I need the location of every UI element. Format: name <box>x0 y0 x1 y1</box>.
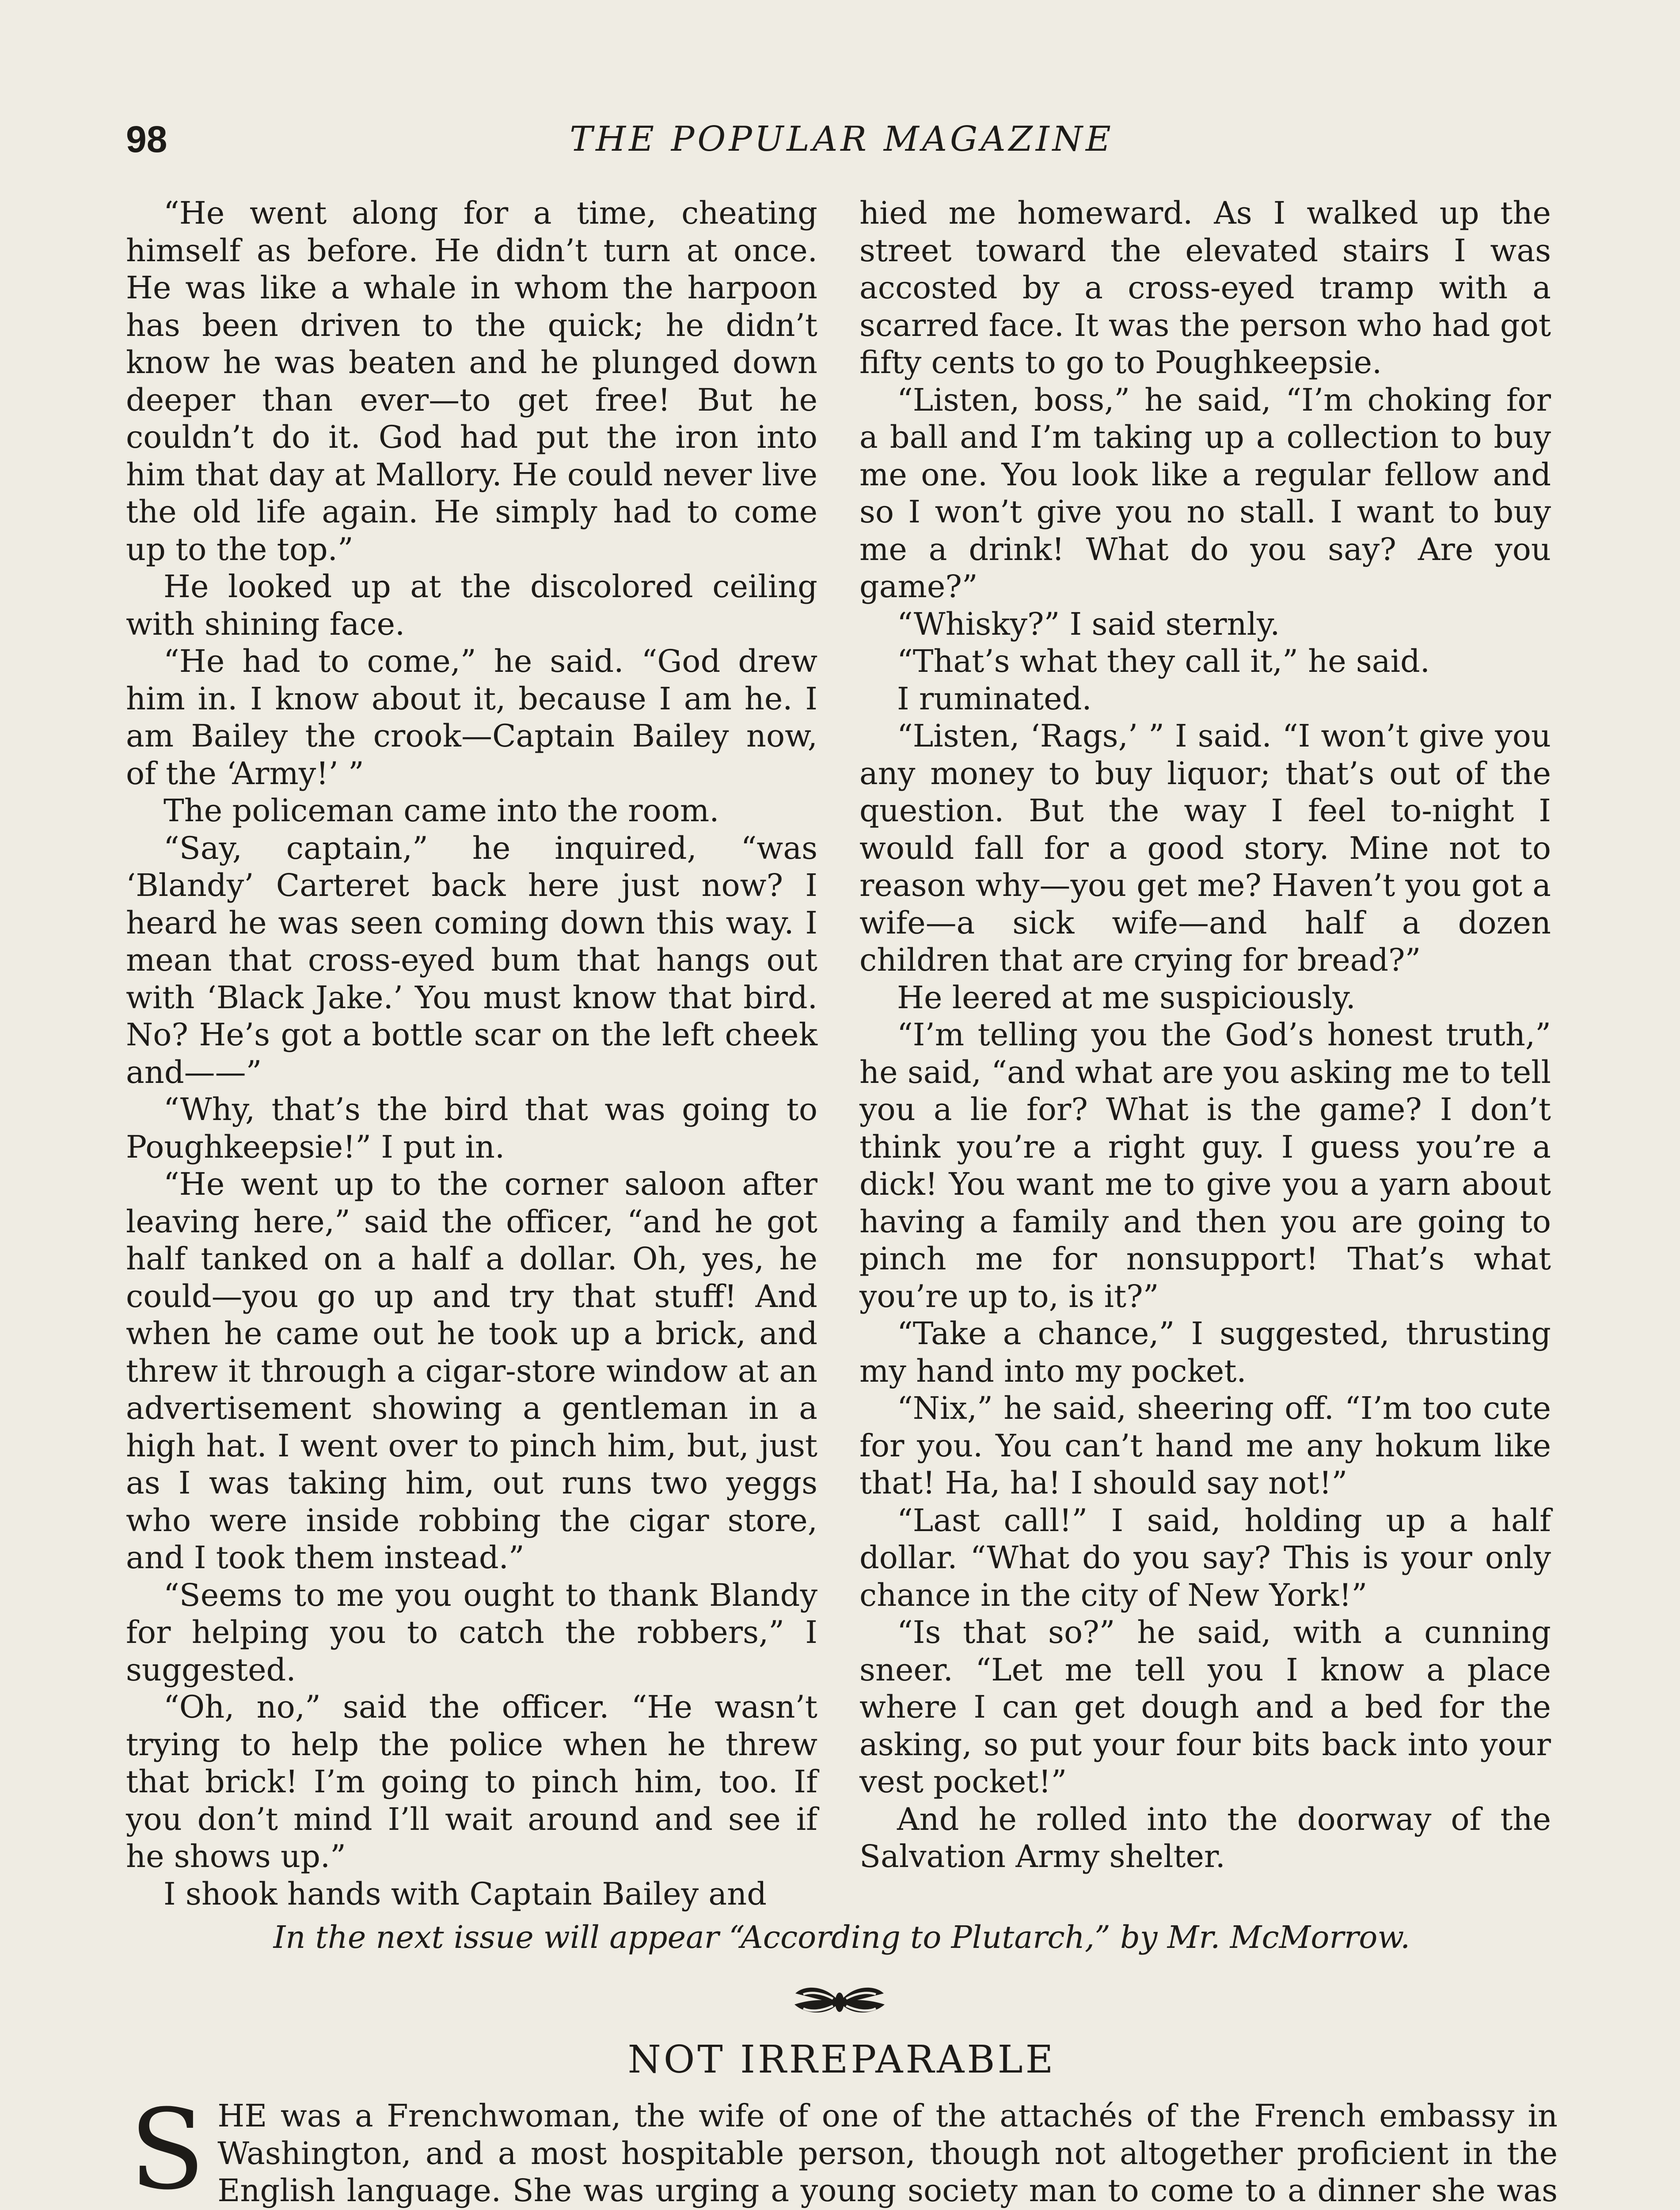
paragraph: And he rolled into the doorway of the Salvation Army shelter. <box>859 1801 1551 1875</box>
story-body <box>126 2085 1558 2210</box>
paragraph: “Why, that’s the bird that was going to Poughkeepsie!” I put in. <box>126 1091 817 1165</box>
story-first-paragraph-text: HE was a Frenchwoman, the wife of one of the attachés of the French embassy in Washington, and a most hospitable person, though not altogether proficient in the English language. She was urging a young society man to come to a dinner she was <box>217 2098 1558 2209</box>
ornament-divider-icon <box>791 1980 888 2024</box>
paragraph: “He went along for a time, cheating himself as before. He didn’t turn at once. He was like a whale in whom the harpoon has been driven to the quick; he didn’t know he was beaten and he plunged down deeper than ever—to get free! But he couldn’t do it. God had put the iron into him that day at Mallory. He could never live the old life again. He simply had to come up to the top.” <box>126 195 817 568</box>
story-first-paragraph <box>126 2085 1558 2210</box>
right-column <box>859 194 1551 1875</box>
paragraph: “He had to come,” he said. “God drew him in. I know about it, because I am he. I am Bailey the crook—Captain Bailey now, of the ‘Army!’ ” <box>126 643 817 792</box>
paragraph: He looked up at the discolored ceiling with shining face. <box>126 568 817 642</box>
paragraph: “I’m telling you the God’s honest truth,” he said, “and what are you asking me to tell you a lie for? What is the game? I don’t think you’re a right guy. I guess you’re a dick! You want me to give you a yarn about having a family and then you are going to pinch me for nonsupport! That’s what you’re up to, is it?” <box>859 1017 1551 1315</box>
paragraph: “Say, captain,” he inquired, “was ‘Blandy’ Carteret back here just now? I heard he was seen coming down this way. I mean that cross-eyed bum that hangs out with ‘Black Jake.’ You must know that bird. No? He’s got a bottle scar on the left cheek and——” <box>126 830 817 1090</box>
paragraph: “Take a chance,” I suggested, thrusting my hand into my pocket. <box>859 1315 1551 1389</box>
paragraph: “Last call!” I said, holding up a half dollar. “What do you say? This is your only chance in the city of New York!” <box>859 1502 1551 1613</box>
paragraph: “Is that so?” he said, with a cunning sneer. “Let me tell you I know a place where I can get dough and a bed for the asking, so put your four bits back into your vest pocket!” <box>859 1614 1551 1800</box>
paragraph: “Nix,” he said, sheering off. “I’m too cute for you. You can’t hand me any hokum like that! Ha, ha! I should say not!” <box>859 1390 1551 1501</box>
next-issue-note: In the next issue will appear “According to Plutarch,” by Mr. McMorrow. <box>273 1919 1410 1955</box>
left-column <box>126 194 817 1913</box>
paragraph-continued: hied me homeward. As I walked up the street toward the elevated stairs I was accosted by a cross-eyed tramp with a scarred face. It was the person who had got fifty cents to go to Poughkeepsie. <box>859 195 1551 381</box>
paragraph: “He went up to the corner saloon after leaving here,” said the officer, “and he got half tanked on a half a dollar. Oh, yes, he could—you go up and try that stuff! And when he came out he took up a brick, and threw it through a cigar-store window at an advertisement showing a gentleman in a high hat. I went over to pinch him, but, just as I was taking him, out runs two yeggs who were inside robbing the cigar store, and I took them instead.” <box>126 1166 817 1576</box>
paragraph: He leered at me suspiciously. <box>897 979 1356 1016</box>
paragraph: “Listen, ‘Rags,’ ” I said. “I won’t give you any money to buy liquor; that’s out of the question. But the way I feel to-night I would fall for a good story. Mine not to reason why—you get me? Haven’t you got a wife—a sick wife—and half a dozen children that are crying for bread?” <box>859 718 1551 978</box>
running-head: THE POPULAR MAGAZINE <box>570 119 1114 159</box>
page-number: 98 <box>126 118 167 160</box>
paragraph: The policeman came into the room. <box>163 793 719 829</box>
page-header <box>126 113 1558 166</box>
paragraph: “Seems to me you ought to thank Blandy for helping you to catch the robbers,” I suggested. <box>126 1577 817 1688</box>
paragraph: I shook hands with Captain Bailey and <box>163 1875 767 1912</box>
drop-cap: S <box>129 2085 205 2210</box>
paragraph: “Listen, boss,” he said, “I’m choking for a ball and I’m taking up a collection to buy me one. You look like a regular fellow and so I won’t give you no stall. I want to buy me a drink! What do you say? Are you game?” <box>859 381 1551 605</box>
paragraph: “Whisky?” I said sternly. <box>897 606 1280 642</box>
paragraph: I ruminated. <box>897 680 1092 717</box>
paragraph: “That’s what they call it,” he said. <box>897 643 1430 679</box>
paragraph: “Oh, no,” said the officer. “He wasn’t trying to help the police when he threw that brick! I’m going to pinch him, too. If you don’t mind I’ll wait around and see if he shows up.” <box>126 1689 817 1875</box>
story-title: NOT IRREPARABLE <box>627 2038 1056 2082</box>
